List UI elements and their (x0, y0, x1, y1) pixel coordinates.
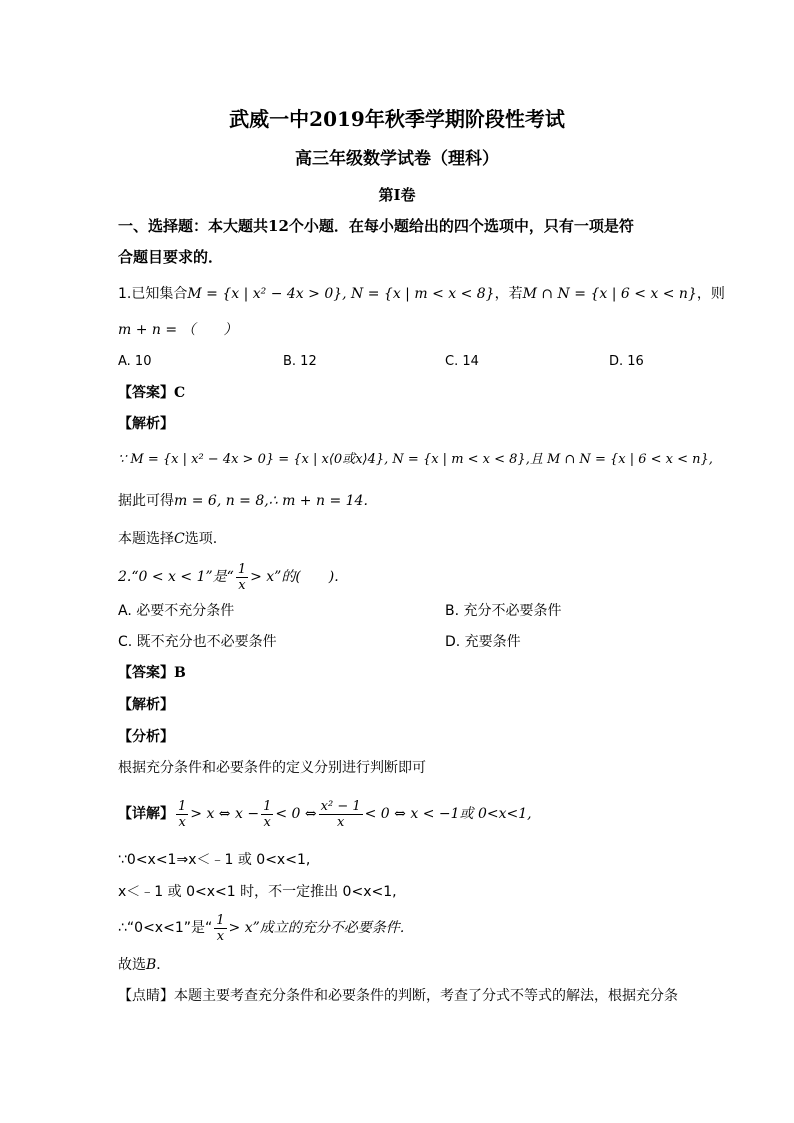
q1-work-line2 (118, 491, 368, 511)
q1-option-d: D. 16 (609, 354, 644, 369)
section-heading-line2: 合题目要求的． (118, 248, 224, 266)
q1-option-a: A. 10 (118, 354, 152, 369)
q1-conclusion-var: C (174, 531, 185, 547)
q2-stem (118, 560, 339, 594)
q2-line-b: x＜﹣1 或 0<x<1 时，不一定推出 0<x<1, (118, 884, 397, 900)
q2-line-c-frac: $\frac{1}{x}$ (216, 912, 225, 944)
q2-detail-frac2: $\frac{1}{x}$ (263, 798, 272, 830)
q2-detail (118, 794, 532, 834)
q2-line-c (118, 910, 414, 946)
q1-intersection: M ∩ N = {x | 6 < x < n} (522, 286, 697, 302)
q1-set-m: M = {x | x² − 4x > 0} (187, 286, 343, 302)
q1-if-word: ，若 (494, 286, 523, 302)
q2-option-a: A. 必要不充分条件 (118, 603, 235, 619)
q1-option-b: B. 12 (283, 354, 317, 369)
q2-choose (118, 955, 170, 975)
q2-line-c-prefix: ∴“0<x<1”是“ (118, 920, 213, 936)
q2-analysis-label: 【解析】 (118, 697, 174, 713)
q2-frac-num: 1 (237, 561, 247, 577)
volume-label: 第Ⅰ卷 (378, 186, 416, 204)
q2-detail-mid2: < 0 ⇔ (275, 806, 317, 822)
q2-detail-frac1: $\frac{1}{x}$ (178, 798, 187, 830)
q2-stem-prefix: 2.“0 < x < 1”是“ (118, 569, 234, 585)
q2-option-c: C. 既不充分也不必要条件 (118, 634, 277, 650)
q2-option-d: D. 充要条件 (445, 634, 521, 650)
q2-detail-frac3: $\frac{\text{x² − 1}}{x}$ (320, 798, 361, 830)
q2-fraction (236, 562, 248, 593)
q2-answer: 【答案】B (118, 665, 186, 681)
q1-work-line1: ∵ M = {x | x² − 4x > 0} = {x | x⟨0或x⟩4}, N = {x | m < x < 8},且 M ∩ N = {x | 6 < x < n}, (118, 452, 713, 467)
q2-choose-prefix: 故选 (118, 957, 146, 973)
q2-stem-suffix: > x”的( ). (250, 569, 339, 585)
q2-choose-suffix: ． (156, 957, 171, 973)
q1-conclusion (118, 529, 217, 549)
q1-answer: 【答案】C (118, 385, 186, 401)
q2-line-c-suffix: > x”成立的充分不必要条件． (228, 920, 414, 936)
q2-frac-den: x (238, 577, 246, 593)
q1-work-line2-math: m = 6, n = 8,∴ m + n = 14. (174, 493, 368, 509)
q2-detail-tail: < 0 ⇔ x < −1或 0<x<1, (364, 806, 532, 822)
q1-option-c: C. 14 (445, 354, 479, 369)
q1-then-word: ，则 (696, 286, 725, 302)
q1-analysis-label: 【解析】 (118, 416, 174, 432)
q1-stem-line2: m + n = （ ） (118, 322, 238, 338)
q2-option-b: B. 充分不必要条件 (445, 603, 562, 619)
exam-subtitle: 高三年级数学试卷（理科） (295, 149, 499, 169)
q2-detail-mid1: > x ⇔ x − (190, 806, 260, 822)
q2-detail-label: 【详解】 (118, 806, 174, 822)
q2-analysis-sub: 【分析】 (118, 729, 174, 745)
exam-title: 武威一中2019年秋季学期阶段性考试 (229, 107, 565, 131)
q1-stem-line1 (118, 284, 725, 304)
q1-conclusion-suffix: 选项. (184, 531, 218, 547)
q1-work-line2-prefix: 据此可得 (118, 493, 174, 509)
q2-line-a: ∵0<x<1⇒x＜﹣1 或 0<x<1, (118, 852, 311, 868)
q2-analysis-text: 根据充分条件和必要条件的定义分别进行判断即可 (118, 760, 426, 776)
q1-set-n: , N = {x | m < x < 8} (342, 286, 495, 302)
q1-conclusion-prefix: 本题选择 (118, 531, 174, 547)
section-heading-line1: 一、选择题：本大题共12个小题．在每小题给出的四个选项中，只有一项是符 (118, 217, 634, 235)
q1-stem-start: 1.已知集合 (118, 286, 188, 302)
q2-choose-var: B (146, 957, 157, 973)
q2-comment: 【点睛】本题主要考查充分条件和必要条件的判断，考查了分式不等式的解法，根据充分条 (118, 988, 678, 1004)
